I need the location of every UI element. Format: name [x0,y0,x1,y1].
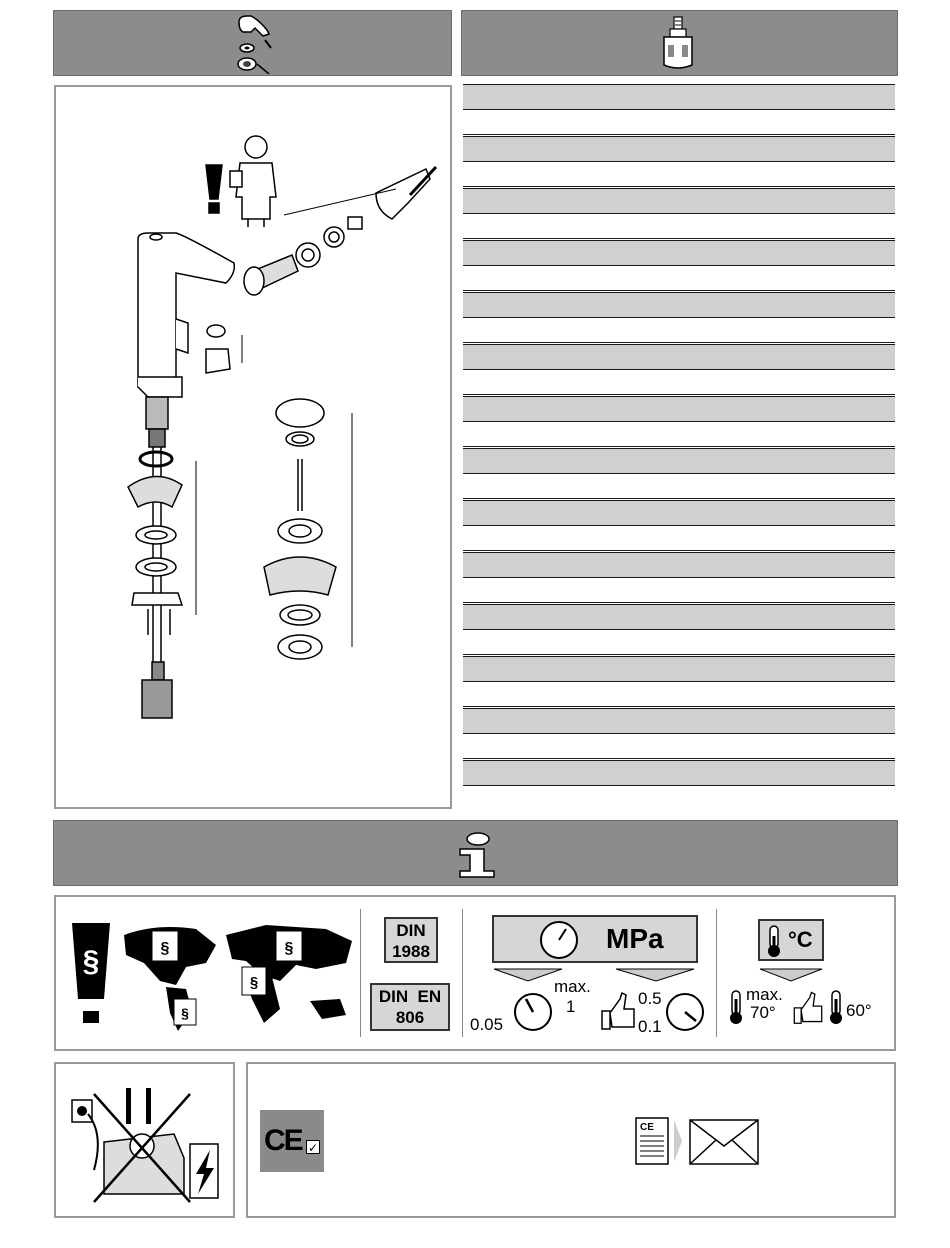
parts-row [463,396,895,422]
svg-text:CE: CE [640,1122,654,1133]
pressure-min: 0.05 [470,1015,504,1034]
parts-row [463,760,895,786]
specifications-panel [54,895,896,1051]
row-divider [463,498,895,499]
pressure-rec-low: 0.1 [638,1017,662,1036]
parts-row [463,552,895,578]
parts-row [463,136,895,162]
gauge-rec-icon [664,991,706,1033]
separator [360,909,361,1037]
separator [716,909,717,1037]
row-divider [463,238,895,239]
din-en-line1: DIN EN [378,987,442,1006]
row-divider [463,290,895,291]
gauge-low-icon [512,991,554,1033]
handle-removal-icon [229,14,279,74]
parts-row [463,500,895,526]
info-icon [454,831,500,879]
parts-row [463,344,895,370]
parts-row [463,292,895,318]
electrical-warning-panel [54,1062,235,1218]
pressure-max-label: max. [554,977,591,996]
thumbs-up-icon [790,989,826,1025]
no-electrical-icon [64,1074,226,1206]
svg-text:§: § [284,940,294,957]
header-right [461,10,898,76]
separator [462,909,463,1037]
temperature-unit: °C [788,927,813,952]
temperature-max-label: max. [746,985,783,1004]
parts-row [463,448,895,474]
din-en-line2: 806 [395,1008,425,1027]
svg-text:§: § [82,945,100,978]
parts-row [463,604,895,630]
row-divider [463,446,895,447]
parts-row [463,84,895,110]
din-en-806-badge [370,983,450,1031]
din-1988-line2: 1988 [392,942,430,961]
pressure-unit: MPa [606,923,664,954]
thermometer-rec-icon [828,989,844,1025]
faucet-exploded-drawing [56,87,450,807]
ce-mark-icon: CE ✓ [260,1110,324,1172]
svg-text:§: § [181,1005,189,1021]
row-divider [463,342,895,343]
thermometer-max-icon [728,989,744,1025]
svg-text:§: § [249,974,259,991]
parts-row [463,656,895,682]
parts-list-table [463,84,895,786]
paragraph-warning-icon [66,915,356,1033]
temperature-max-value: 70° [750,1003,776,1022]
parts-row [463,240,895,266]
row-divider [463,186,895,187]
pressure-max-value: 1 [566,997,576,1016]
envelope-icon [690,1120,758,1164]
din-1988-line1: DIN [396,921,426,940]
pressure-gauge-icon [538,919,580,961]
declaration-mail-icon [634,1116,762,1168]
svg-text:§: § [160,940,170,957]
info-header [53,820,898,886]
ce-panel [246,1062,896,1218]
temperature-rec-value: 60° [846,1001,872,1020]
row-divider [463,134,895,135]
thermometer-icon [766,924,782,958]
row-divider [463,602,895,603]
row-divider [463,394,895,395]
row-divider [463,550,895,551]
thumbs-up-icon [598,989,638,1031]
pressure-unit-box [492,915,698,963]
parts-row [463,708,895,734]
parts-row [463,188,895,214]
pressure-rec-high: 0.5 [638,989,662,1008]
temperature-unit-box [758,919,824,961]
row-divider [463,758,895,759]
exploded-view-diagram [54,85,452,809]
pressure-arrows [492,967,698,983]
header-left [53,10,452,76]
din-1988-badge [384,917,438,963]
row-divider [463,706,895,707]
row-divider [463,654,895,655]
temperature-arrow [758,967,824,983]
cartridge-icon [658,15,698,75]
